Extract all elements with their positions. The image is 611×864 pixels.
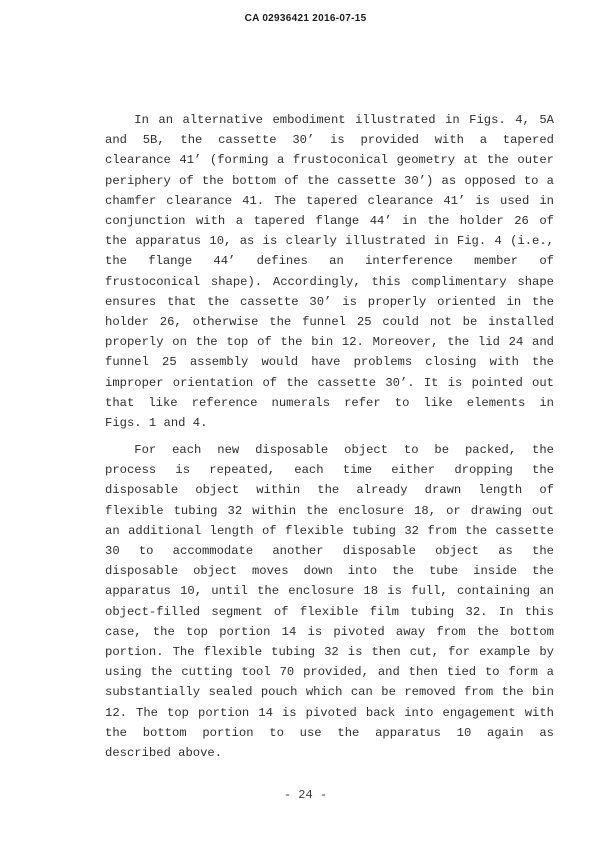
paragraph-line: improper orientation of the cassette 30’. It is pointed out	[105, 375, 554, 390]
paragraph-line: flexible tubing 32 within the enclosure 18, or drawing out	[105, 503, 554, 518]
paragraph-line: the apparatus 10, as is clearly illustrated in Fig. 4 (i.e.,	[105, 234, 554, 249]
paragraph-line: Figs. 1 and 4.	[105, 416, 208, 431]
paragraph-line: properly on the top of the bin 12. Moreover, the lid 24 and	[105, 335, 554, 350]
document-header: CA 02936421 2016-07-15	[244, 13, 367, 24]
paragraph-line: case, the top portion 14 is pivoted away from the bottom	[105, 624, 554, 639]
paragraph-line: In an alternative embodiment illustrated in Figs. 4, 5A	[134, 113, 554, 127]
paragraph-line: holder 26, otherwise the funnel 25 could not be installed	[105, 315, 554, 330]
paragraph-line: and 5B, the cassette 30’ is provided with a tapered	[105, 133, 554, 148]
paragraph-line: disposable object moves down into the tube inside the	[105, 564, 554, 579]
paragraph-1	[105, 110, 554, 433]
paragraph-line: an additional length of flexible tubing 32 from the cassette	[105, 523, 554, 538]
paragraph-line: conjunction with a tapered flange 44’ in the holder 26 of	[105, 214, 554, 229]
paragraph-line: funnel 25 assembly would have problems closing with the	[105, 355, 554, 370]
page-number: - 24 -	[283, 788, 328, 802]
paragraph-line: portion. The flexible tubing 32 is then cut, for example by	[105, 645, 554, 660]
paragraph-line: clearance 41’ (forming a frustoconical geometry at the outer	[105, 153, 554, 168]
paragraph-line: chamfer clearance 41. The tapered clearance 41’ is used in	[105, 193, 554, 208]
paragraph-line: the flange 44’ defines an interference member of	[105, 254, 554, 269]
paragraph-line: the bottom portion to use the apparatus 10 again as	[105, 725, 554, 740]
paragraph-line: For each new disposable object to be packed, the	[134, 443, 554, 457]
paragraph-line: described above.	[105, 746, 223, 761]
paragraph-line: object-filled segment of flexible film tubing 32. In this	[105, 604, 554, 619]
paragraph-line: substantially sealed pouch which can be removed from the bin	[105, 685, 554, 700]
paragraph-line: frustoconical shape). Accordingly, this complimentary shape	[105, 274, 554, 289]
paragraph-line: 30 to accommodate another disposable object as the	[105, 544, 554, 559]
paragraph-line: 12. The top portion 14 is pivoted back into engagement with	[105, 705, 554, 720]
paragraph-2	[105, 440, 554, 763]
paragraph-line: process is repeated, each time either dropping the	[105, 463, 554, 478]
paragraph-line: apparatus 10, until the enclosure 18 is full, containing an	[105, 584, 554, 599]
paragraph-line: that like reference numerals refer to like elements in	[105, 395, 554, 410]
paragraph-line: periphery of the bottom of the cassette 30’) as opposed to a	[105, 173, 554, 188]
paragraph-line: disposable object within the already drawn length of	[105, 483, 554, 498]
paragraph-line: ensures that the cassette 30’ is properly oriented in the	[105, 294, 554, 309]
paragraph-line: using the cutting tool 70 provided, and then tied to form a	[105, 665, 554, 680]
